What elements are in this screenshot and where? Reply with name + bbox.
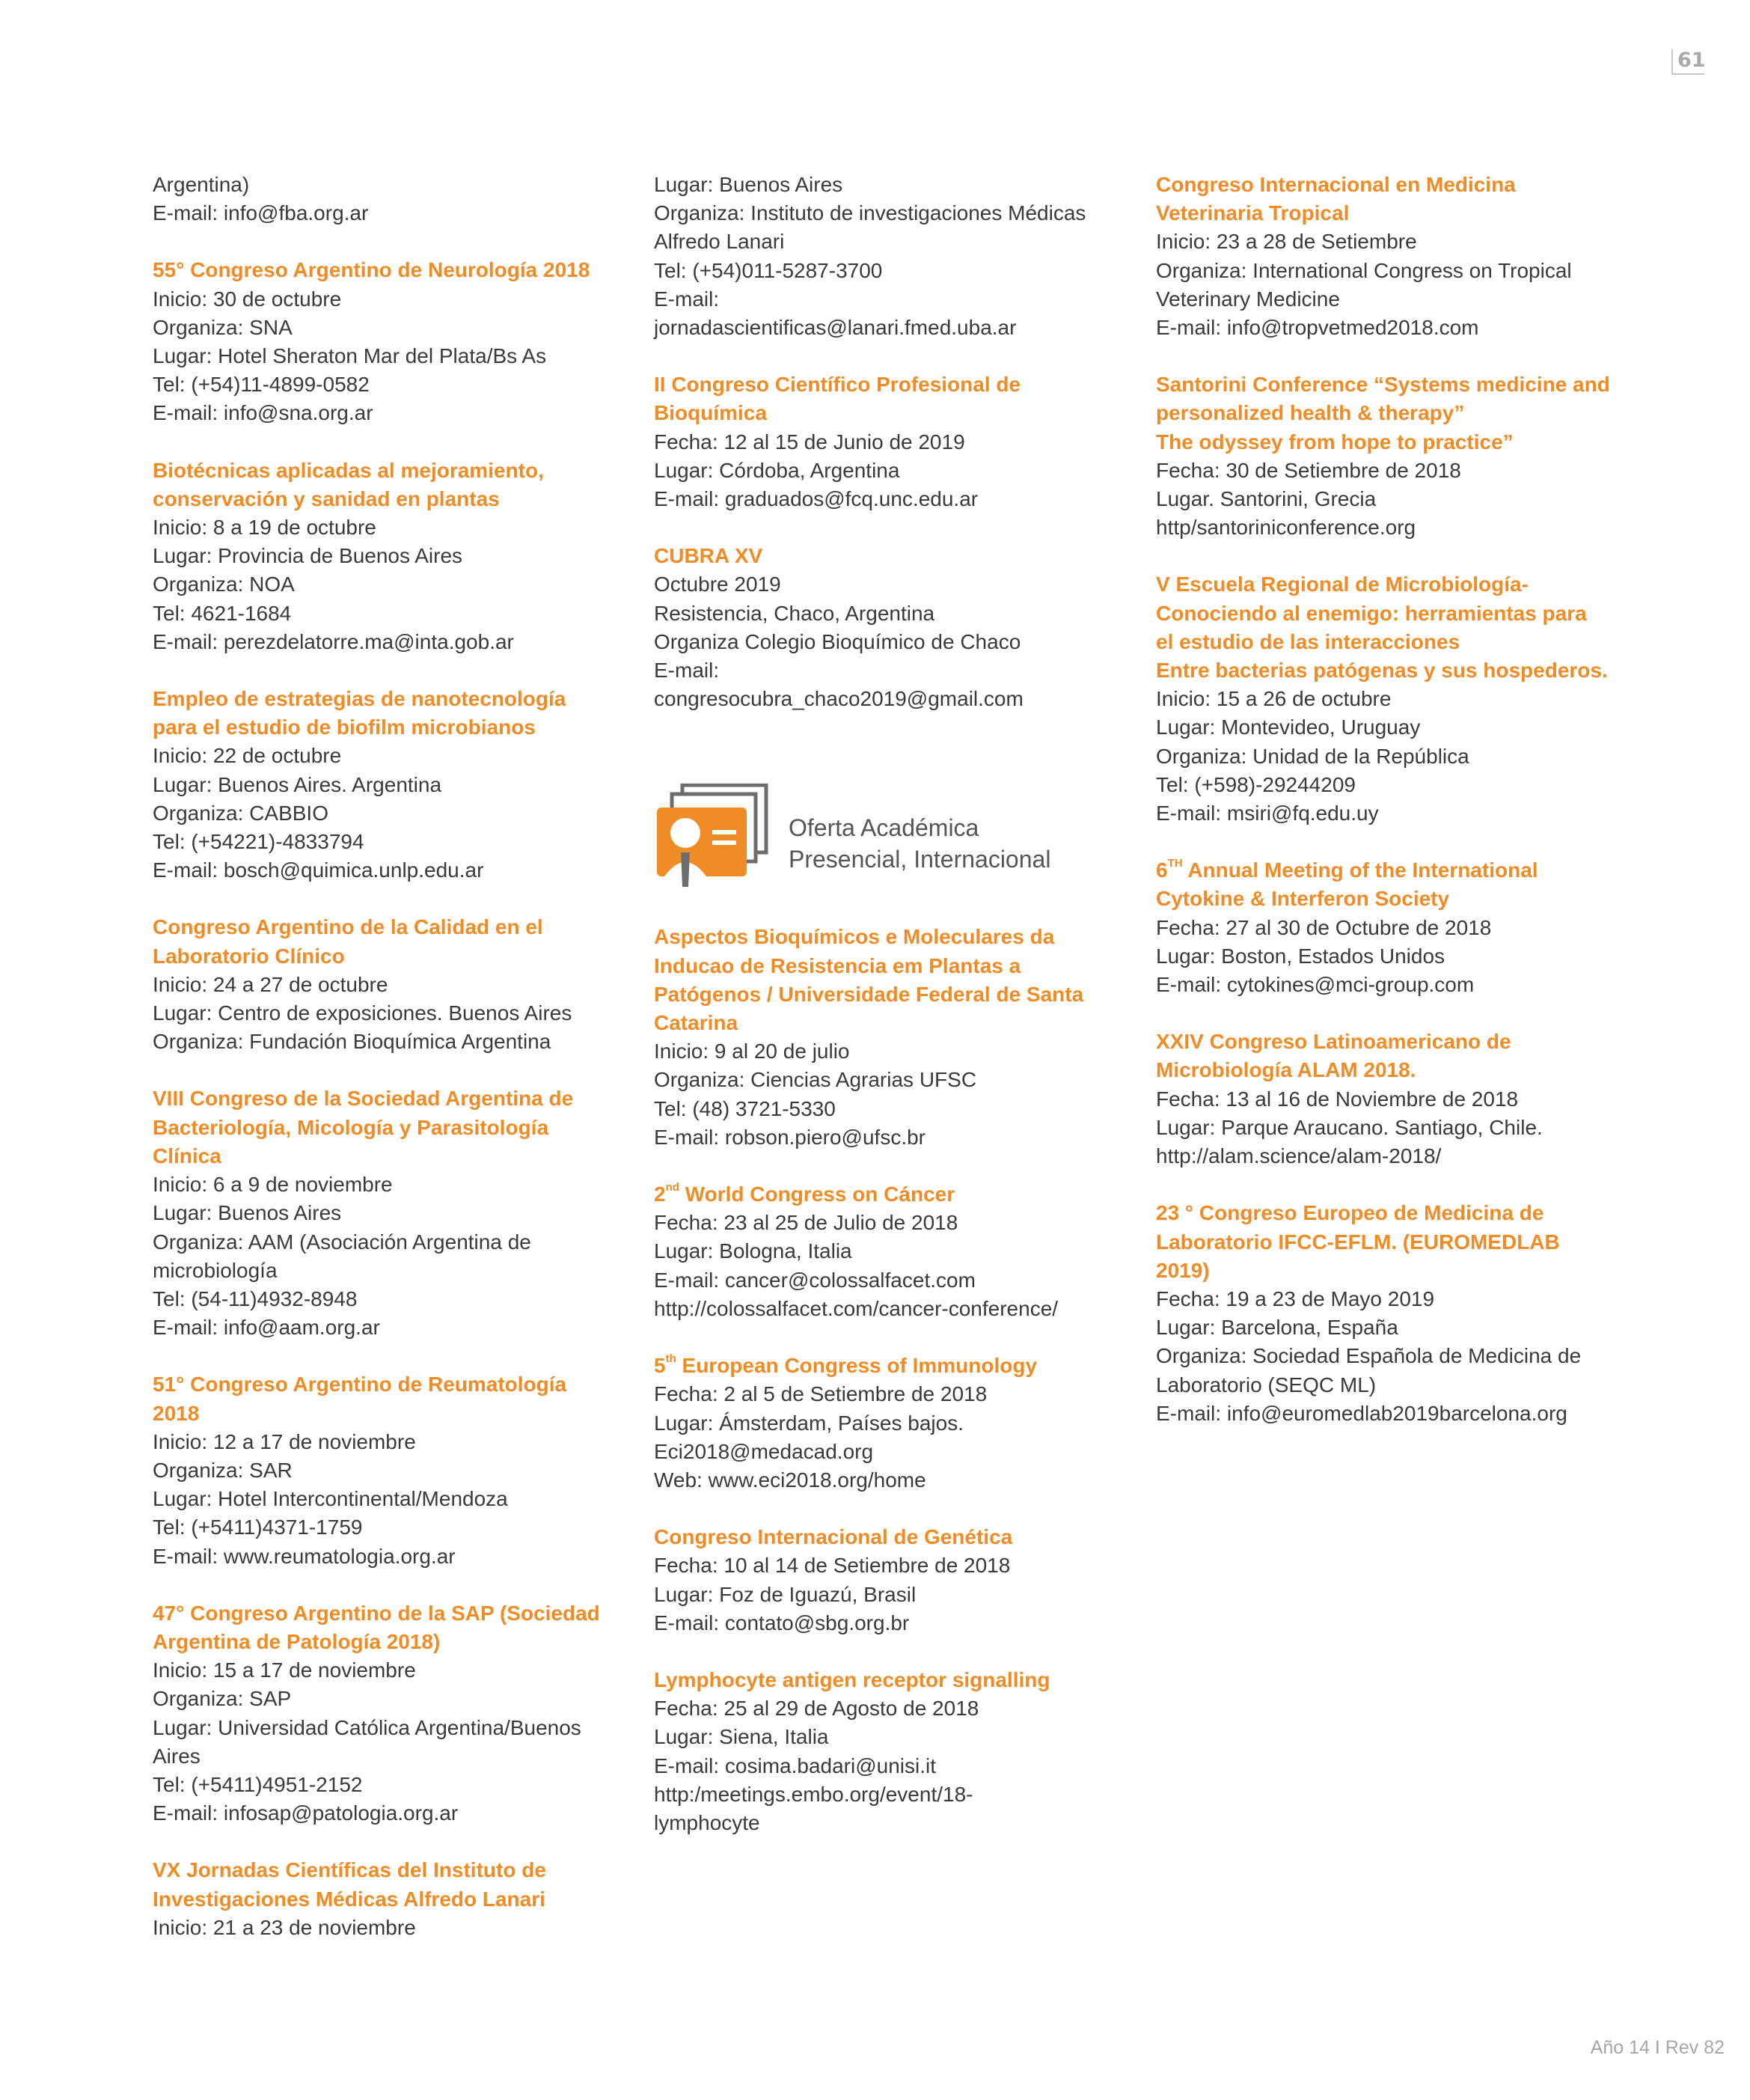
event-detail: Tel: (+5411)4371-1759	[153, 1516, 363, 1539]
event-detail: Inicio: 24 a 27 de octubre	[153, 972, 388, 996]
event-detail: E-mail: info@aam.org.ar	[153, 1316, 380, 1340]
event-detail: E-mail: www.reumatologia.org.ar	[153, 1544, 456, 1568]
event-detail: E-mail: info@sna.org.ar	[153, 401, 373, 425]
event-detail: Lugar: Siena, Italia	[654, 1725, 829, 1749]
academic-offer-icon	[654, 784, 774, 888]
event-title: Congreso Internacional de Genética	[654, 1525, 1013, 1549]
event-detail: E-mail:	[654, 659, 720, 683]
event-entry	[1156, 171, 1620, 342]
event-title: Inducao de Resistencia em Plantas a	[654, 953, 1021, 977]
event-detail: Inicio: 23 a 28 de Setiembre	[1156, 230, 1417, 254]
event-detail: lymphocyte	[654, 1810, 760, 1834]
event-detail: Fecha: 19 a 23 de Mayo 2019	[1156, 1286, 1435, 1310]
event-entry	[153, 1084, 617, 1342]
event-detail: Fecha: 13 al 16 de Noviembre de 2018	[1156, 1087, 1519, 1111]
event-detail: Tel: (+54221)-4833794	[153, 830, 364, 854]
footer-issue: Año 14 I Rev 82	[1590, 2037, 1725, 2058]
event-title: Cytokine & Interferon Society	[1156, 887, 1450, 911]
event-detail: Alfredo Lanari	[654, 230, 785, 254]
event-detail: E-mail: info@tropvetmed2018.com	[1156, 316, 1479, 340]
event-detail: E-mail: msiri@fq.edu.uy	[1156, 802, 1379, 825]
event-detail: Inicio: 12 a 17 de noviembre	[153, 1429, 416, 1453]
event-title: Santorini Conference “Systems medicine and	[1156, 373, 1610, 397]
event-detail: Fecha: 30 de Setiembre de 2018	[1156, 458, 1461, 482]
event-title: CUBRA XV	[654, 544, 763, 568]
event-title: Investigaciones Médicas Alfredo Lanari	[153, 1887, 545, 1911]
event-detail: E-mail: bosch@quimica.unlp.edu.ar	[153, 858, 484, 882]
event-entry	[153, 685, 617, 885]
event-title: personalized health & therapy”	[1156, 401, 1465, 425]
academic-offer-heading	[654, 784, 1118, 893]
event-detail: Fecha: 10 al 14 de Setiembre de 2018	[654, 1554, 1011, 1578]
event-detail: Fecha: 25 al 29 de Agosto de 2018	[654, 1697, 979, 1721]
event-title	[1156, 856, 1620, 885]
event-entry	[654, 171, 1118, 342]
event-detail: Lugar: Provincia de Buenos Aires	[153, 544, 463, 568]
event-detail: E-mail: perezdelatorre.ma@inta.gob.ar	[153, 629, 514, 653]
event-detail: Inicio: 15 a 17 de noviembre	[153, 1658, 416, 1682]
event-title: Empleo de estrategias de nanotecnología	[153, 687, 566, 711]
event-title: Patógenos / Universidade Federal de Santa	[654, 982, 1084, 1006]
event-detail: congresocubra_chaco2019@gmail.com	[654, 687, 1024, 711]
academic-offer-line-2: Presencial, Internacional	[789, 846, 1051, 873]
event-title: Clínica	[153, 1144, 221, 1167]
event-detail: Lugar: Buenos Aires. Argentina	[153, 772, 442, 796]
event-detail: E-mail: info@euromedlab2019barcelona.org	[1156, 1401, 1567, 1425]
event-title-text: Annual Meeting of the International	[1182, 858, 1538, 882]
event-entry	[153, 1370, 617, 1570]
event-title-ordinal: 6	[1156, 858, 1168, 882]
event-detail: Tel: (+5411)4951-2152	[153, 1772, 363, 1796]
event-detail: Inicio: 15 a 26 de octubre	[1156, 687, 1392, 711]
event-detail: Fecha: 2 al 5 de Setiembre de 2018	[654, 1382, 988, 1406]
event-detail: Lugar: Buenos Aires	[153, 1201, 342, 1225]
event-detail: Tel: 4621-1684	[153, 601, 292, 625]
event-title-text: World Congress on Cáncer	[679, 1182, 955, 1206]
event-detail: Eci2018@medacad.org	[654, 1439, 874, 1463]
column-3	[1156, 171, 1620, 1456]
column-2-bottom	[654, 923, 1118, 1837]
event-detail: Octubre 2019	[654, 573, 781, 596]
event-detail: Resistencia, Chaco, Argentina	[654, 601, 935, 625]
event-detail: E-mail: graduados@fcq.unc.edu.ar	[654, 487, 979, 511]
event-title: 2018	[153, 1401, 200, 1425]
event-detail: Lugar: Centro de exposiciones. Buenos Aires	[153, 1001, 572, 1025]
event-detail: Fecha: 12 al 15 de Junio de 2019	[654, 430, 965, 454]
event-detail: Organiza: International Congress on Tropical	[1156, 258, 1572, 282]
event-entry	[654, 1523, 1118, 1637]
event-title: Congreso Argentino de la Calidad en el	[153, 915, 543, 939]
event-detail: Lugar: Buenos Aires	[654, 173, 843, 196]
event-detail: E-mail:	[654, 287, 720, 311]
event-entry	[654, 1180, 1118, 1323]
event-title: 47° Congreso Argentino de la SAP (Sociedad	[153, 1601, 600, 1625]
event-detail: Organiza: AAM (Asociación Argentina de	[153, 1230, 531, 1254]
event-detail: Organiza: Sociedad Española de Medicina de	[1156, 1344, 1582, 1368]
event-detail: Organiza: SNA	[153, 315, 293, 339]
event-detail: Organiza: Unidad de la República	[1156, 744, 1469, 768]
event-title: el estudio de las interacciones	[1156, 629, 1460, 653]
event-title-ordinal: 5	[654, 1354, 666, 1378]
event-title: VX Jornadas Científicas del Instituto de	[153, 1858, 546, 1882]
event-detail: Inicio: 21 a 23 de noviembre	[153, 1915, 416, 1939]
event-entry	[153, 913, 617, 1056]
event-detail: microbiología	[153, 1258, 278, 1282]
event-detail: E-mail: contato@sbg.org.br	[654, 1611, 910, 1634]
event-title: Microbiología ALAM 2018.	[1156, 1058, 1416, 1082]
event-entry	[1156, 1028, 1620, 1170]
event-detail: Inicio: 6 a 9 de noviembre	[153, 1173, 393, 1197]
event-entry	[654, 542, 1118, 713]
event-detail: Tel: (54-11)4932-8948	[153, 1286, 358, 1310]
event-entry	[153, 256, 617, 427]
event-detail: Organiza Colegio Bioquímico de Chaco	[654, 629, 1021, 653]
event-entry	[654, 370, 1118, 513]
event-title: 23 ° Congreso Europeo de Medicina de	[1156, 1201, 1544, 1225]
event-title: II Congreso Científico Profesional de	[654, 373, 1021, 397]
event-title: Entre bacterias patógenas y sus hospederos.	[1156, 659, 1608, 683]
event-title-superscript: th	[665, 1352, 676, 1366]
event-detail: E-mail: cancer@colossalfacet.com	[654, 1268, 976, 1292]
event-detail: Tel: (+54)011-5287-3700	[654, 258, 883, 282]
event-detail: Lugar: Foz de Iguazú, Brasil	[654, 1582, 917, 1606]
event-title: Laboratorio IFCC-EFLM. (EUROMEDLAB	[1156, 1230, 1560, 1254]
event-title: Congreso Internacional en Medicina	[1156, 173, 1516, 196]
event-detail: Argentina)	[153, 173, 250, 196]
event-entry	[654, 923, 1118, 1152]
event-detail: Lugar: Boston, Estados Unidos	[1156, 944, 1445, 968]
event-entry	[153, 457, 617, 656]
event-detail: Organiza: Ciencias Agrarias UFSC	[654, 1068, 977, 1092]
page-number: 61	[1671, 49, 1704, 75]
event-detail: http://alam.science/alam-2018/	[1156, 1144, 1442, 1168]
event-detail: http:/meetings.embo.org/event/18-	[654, 1782, 973, 1806]
event-title-superscript: nd	[665, 1181, 679, 1194]
event-detail: Lugar: Parque Araucano. Santiago, Chile.	[1156, 1115, 1543, 1139]
event-detail: Lugar: Barcelona, España	[1156, 1316, 1398, 1340]
event-detail: Fecha: 23 al 25 de Julio de 2018	[654, 1211, 958, 1235]
event-detail: Organiza: SAR	[153, 1458, 293, 1482]
column-1	[153, 171, 617, 1971]
event-title: 51° Congreso Argentino de Reumatología	[153, 1373, 567, 1397]
event-detail: Inicio: 9 al 20 de julio	[654, 1040, 850, 1063]
event-title: Laboratorio Clínico	[153, 944, 345, 968]
event-title: 55° Congreso Argentino de Neurología 2018	[153, 258, 590, 282]
event-detail: Organiza: SAP	[153, 1687, 292, 1711]
event-entry	[153, 171, 617, 228]
event-detail: Lugar: Hotel Intercontinental/Mendoza	[153, 1487, 508, 1511]
event-detail: E-mail: infosap@patologia.org.ar	[153, 1801, 459, 1825]
event-title: Catarina	[654, 1011, 738, 1035]
event-detail: Tel: (48) 3721-5330	[654, 1096, 836, 1120]
event-title: conservación y sanidad en plantas	[153, 486, 500, 510]
event-detail: Lugar. Santorini, Grecia	[1156, 487, 1377, 511]
event-title-ordinal: 2	[654, 1182, 666, 1206]
event-detail: Organiza: CABBIO	[153, 801, 328, 825]
event-title: Argentina de Patología 2018)	[153, 1629, 441, 1653]
column-2-top	[654, 171, 1118, 713]
academic-offer-line-1: Oferta Académica	[789, 814, 979, 842]
event-title: Aspectos Bioquímicos e Moleculares da	[654, 925, 1055, 949]
event-detail: E-mail: robson.piero@ufsc.br	[654, 1125, 926, 1149]
event-detail: Aires	[153, 1744, 201, 1768]
event-title: Bacteriología, Micología y Parasitología	[153, 1115, 549, 1139]
event-detail: Lugar: Hotel Sheraton Mar del Plata/Bs As	[153, 344, 547, 368]
event-detail: Organiza: Instituto de investigaciones Médicas	[654, 201, 1086, 225]
event-title: 2019)	[1156, 1258, 1210, 1282]
event-detail: Fecha: 27 al 30 de Octubre de 2018	[1156, 915, 1492, 939]
event-detail: E-mail: cytokines@mci-group.com	[1156, 973, 1475, 997]
event-detail: Lugar: Ámsterdam, Países bajos.	[654, 1411, 964, 1435]
event-title	[654, 1180, 1118, 1209]
event-detail: E-mail: info@fba.org.ar	[153, 201, 369, 225]
event-title: Biotécnicas aplicadas al mejoramiento,	[153, 458, 544, 482]
event-detail: Inicio: 8 a 19 de octubre	[153, 516, 376, 540]
event-title: VIII Congreso de la Sociedad Argentina de	[153, 1087, 574, 1111]
event-entry	[1156, 1199, 1620, 1428]
event-title-text: European Congress of Immunology	[676, 1354, 1038, 1378]
event-detail: Laboratorio (SEQC ML)	[1156, 1373, 1377, 1397]
event-detail: Organiza: Fundación Bioquímica Argentina	[153, 1030, 551, 1054]
event-entry	[1156, 856, 1620, 999]
event-entry	[654, 1352, 1118, 1495]
event-title: para el estudio de biofilm microbianos	[153, 715, 536, 739]
event-detail: Tel: (+598)-29244209	[1156, 772, 1356, 796]
event-detail: E-mail: cosima.badari@unisi.it	[654, 1753, 936, 1777]
event-title: Conociendo al enemigo: herramientas para	[1156, 601, 1587, 625]
event-title: Lymphocyte antigen receptor signalling	[654, 1667, 1050, 1691]
event-detail: Web: www.eci2018.org/home	[654, 1468, 926, 1492]
event-entry	[153, 1599, 617, 1828]
event-title: XXIV Congreso Latinoamericano de	[1156, 1030, 1511, 1054]
event-detail: Lugar: Montevideo, Uruguay	[1156, 715, 1421, 739]
event-title: The odyssey from hope to practice”	[1156, 430, 1514, 454]
event-title	[654, 1352, 1118, 1380]
event-entry	[153, 1856, 617, 1942]
event-title: Veterinaria Tropical	[1156, 201, 1350, 225]
event-detail: Lugar: Bologna, Italia	[654, 1239, 852, 1263]
event-detail: Tel: (+54)11-4899-0582	[153, 373, 370, 397]
event-entry	[1156, 570, 1620, 828]
event-detail: Lugar: Córdoba, Argentina	[654, 458, 900, 482]
event-title-superscript: TH	[1167, 857, 1183, 870]
academic-offer-title	[789, 812, 1050, 875]
event-detail: jornadascientificas@lanari.fmed.uba.ar	[654, 316, 1017, 340]
column-2	[654, 171, 1118, 1866]
event-entry	[654, 1666, 1118, 1837]
event-detail: Veterinary Medicine	[1156, 287, 1340, 311]
event-title: V Escuela Regional de Microbiología-	[1156, 573, 1529, 596]
event-detail: Inicio: 22 de octubre	[153, 744, 342, 768]
event-entry	[1156, 370, 1620, 542]
event-detail: http/santoriniconference.org	[1156, 516, 1416, 540]
event-detail: Inicio: 30 de octubre	[153, 287, 342, 311]
event-detail: Lugar: Universidad Católica Argentina/Buenos	[153, 1715, 581, 1739]
event-detail: http://colossalfacet.com/cancer-conference/	[654, 1296, 1059, 1320]
event-detail: Organiza: NOA	[153, 573, 295, 596]
event-title: Bioquímica	[654, 401, 767, 425]
